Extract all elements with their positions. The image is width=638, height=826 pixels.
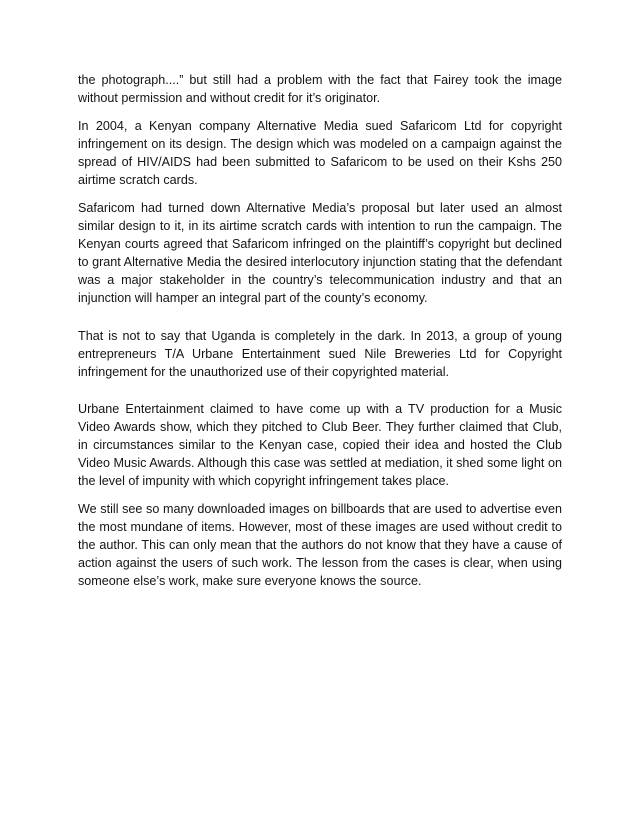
document-page (78, 71, 562, 590)
paragraph-fairey-credit: the photograph....” but still had a problem with the fact that Fairey took the image without permission and without credit for it’s originator. (78, 73, 562, 105)
paragraph-uganda-case-intro: That is not to say that Uganda is completely in the dark. In 2013, a group of young entrepreneurs T/A Urbane Entertainment sued Nile Breweries Ltd for Copyright infringement for the unauthorized use of their copyrighted material. (78, 329, 562, 379)
paragraph-kenyan-case-intro: In 2004, a Kenyan company Alternative Media sued Safaricom Ltd for copyright infringement on its design. The design which was modeled on a campaign against the spread of HIV/AIDS had been submitted to Safaricom to be used on their Kshs 250 airtime scratch cards. (78, 119, 562, 187)
paragraph-conclusion: We still see so many downloaded images on billboards that are used to advertise even the most mundane of items. However, most of these images are used without credit to the author. This can only mean that the authors do not know that they have a cause of action against the users of such work. The lesson from the cases is clear, when using someone else’s work, make sure everyone knows the source. (78, 502, 562, 588)
paragraph-kenyan-court-ruling: Safaricom had turned down Alternative Media’s proposal but later used an almost similar design to it, in its airtime scratch cards with intention to run the campaign. The Kenyan courts agreed that Safaricom infringed on the plaintiff’s copyright but declined to grant Alternative Media the desired interlocutory injunction stating that the defendant was a major stakeholder in the country’s telecommunication industry and that an injunction will hamper an integral part of the county’s economy. (78, 201, 562, 305)
paragraph-urbane-claims: Urbane Entertainment claimed to have come up with a TV production for a Music Video Awards show, which they pitched to Club Beer. They further claimed that Club, in circumstances similar to the Kenyan case, copied their idea and hosted the Club Video Music Awards. Although this case was settled at mediation, it shed some light on the level of impunity with which copyright infringement takes place. (78, 402, 562, 488)
